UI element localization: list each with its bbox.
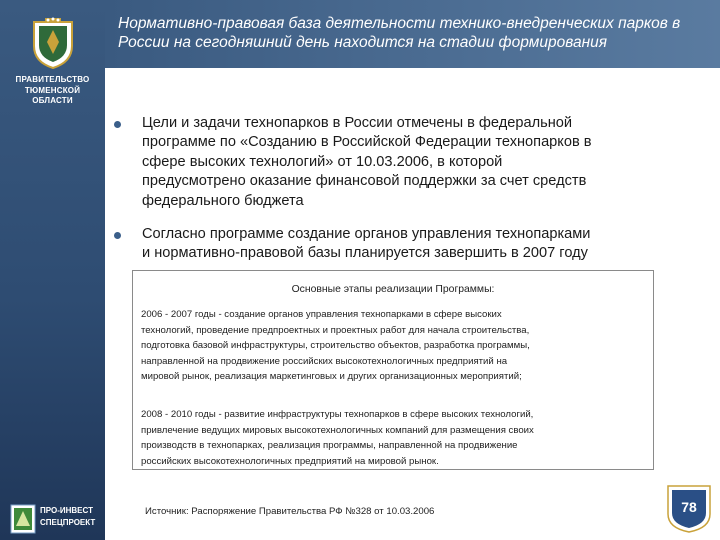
stage-1-line-5: мировой рынок, реализация маркетинговых и других организационных мероприятий;	[141, 371, 522, 382]
stage-2-line-3: производств в технопарках, реализация программы, направленной на продвижение	[141, 440, 518, 451]
bullet-1-line-2: программе по «Созданию в Российской Федерации технопарков в	[142, 134, 592, 151]
stage-2-text	[141, 407, 641, 469]
bullet-dot-icon	[114, 232, 121, 239]
stage-2-line-4: российских высокотехнологичных предприятий на мировой рынок.	[141, 455, 439, 467]
stage-1-line-3: подготовка базовой инфраструктуры, строительство объектов, разработка программы,	[141, 340, 530, 351]
box-title: Основные этапы реализации Программы:	[291, 284, 495, 295]
bullet-1-line-5: федерального бюджета	[142, 192, 304, 209]
page-number-badge-icon	[662, 480, 716, 534]
bullet-1-line-4: предусмотрено оказание финансовой поддержки за счет средств	[142, 173, 587, 190]
company-logo-text	[40, 505, 95, 529]
bullet-2-line-2: и нормативно-правовой базы планируется завершить в 2007 году	[142, 245, 588, 262]
org-line-1: ПРАВИТЕЛЬСТВО	[15, 75, 90, 84]
bullet-dot-icon	[114, 121, 121, 128]
source-note: Источник: Распоряжение Правительства РФ №328 от 10.03.2006	[145, 506, 435, 517]
bullet-item-2	[112, 225, 652, 264]
company-logo	[10, 501, 105, 537]
org-line-3: ОБЛАСТИ	[32, 96, 73, 105]
coat-of-arms-icon	[28, 16, 78, 70]
bullet-list	[112, 114, 652, 278]
stage-1-line-4: направленной на продвижение российских высокотехнологичных предприятий на	[141, 355, 508, 367]
stage-2-line-2: привлечение ведущих мировых высокотехнологичных компаний для размещения своих	[141, 424, 534, 436]
logo-line-2: СПЕЦПРОЕКТ	[40, 518, 96, 527]
organization-name	[0, 75, 105, 107]
title-line-1: Нормативно-правовая база деятельности технико-внедренческих парков в	[118, 15, 681, 32]
stage-1-line-2: технологий, проведение предпроектных и проектных работ для начала строительства,	[141, 324, 530, 336]
page-number: 78	[681, 499, 697, 515]
bullet-2-line-1: Согласно программе создание органов управления технопарками	[142, 226, 591, 243]
bullet-item-1	[112, 114, 652, 211]
logo-line-1: ПРО-ИНВЕСТ	[40, 506, 93, 515]
company-logo-icon	[10, 504, 36, 534]
stage-1-line-1: 2006 - 2007 годы - создание органов управления технопарками в сфере высоких	[141, 309, 502, 320]
title-line-2: России на сегодняшний день находится на стадии формирования	[118, 34, 608, 51]
page-title	[118, 14, 708, 52]
stage-1-text	[141, 307, 641, 385]
org-line-2: ТЮМЕНСКОЙ	[24, 85, 81, 95]
program-stages-box	[132, 270, 654, 470]
bullet-1-line-1: Цели и задачи технопарков в России отмечены в федеральной	[142, 115, 573, 131]
stage-2-line-1: 2008 - 2010 годы - развитие инфраструктуры технопарков в сфере высоких технологий,	[141, 409, 534, 420]
bullet-1-line-3: сфере высоких технологий» от 10.03.2006, в которой	[142, 153, 503, 170]
